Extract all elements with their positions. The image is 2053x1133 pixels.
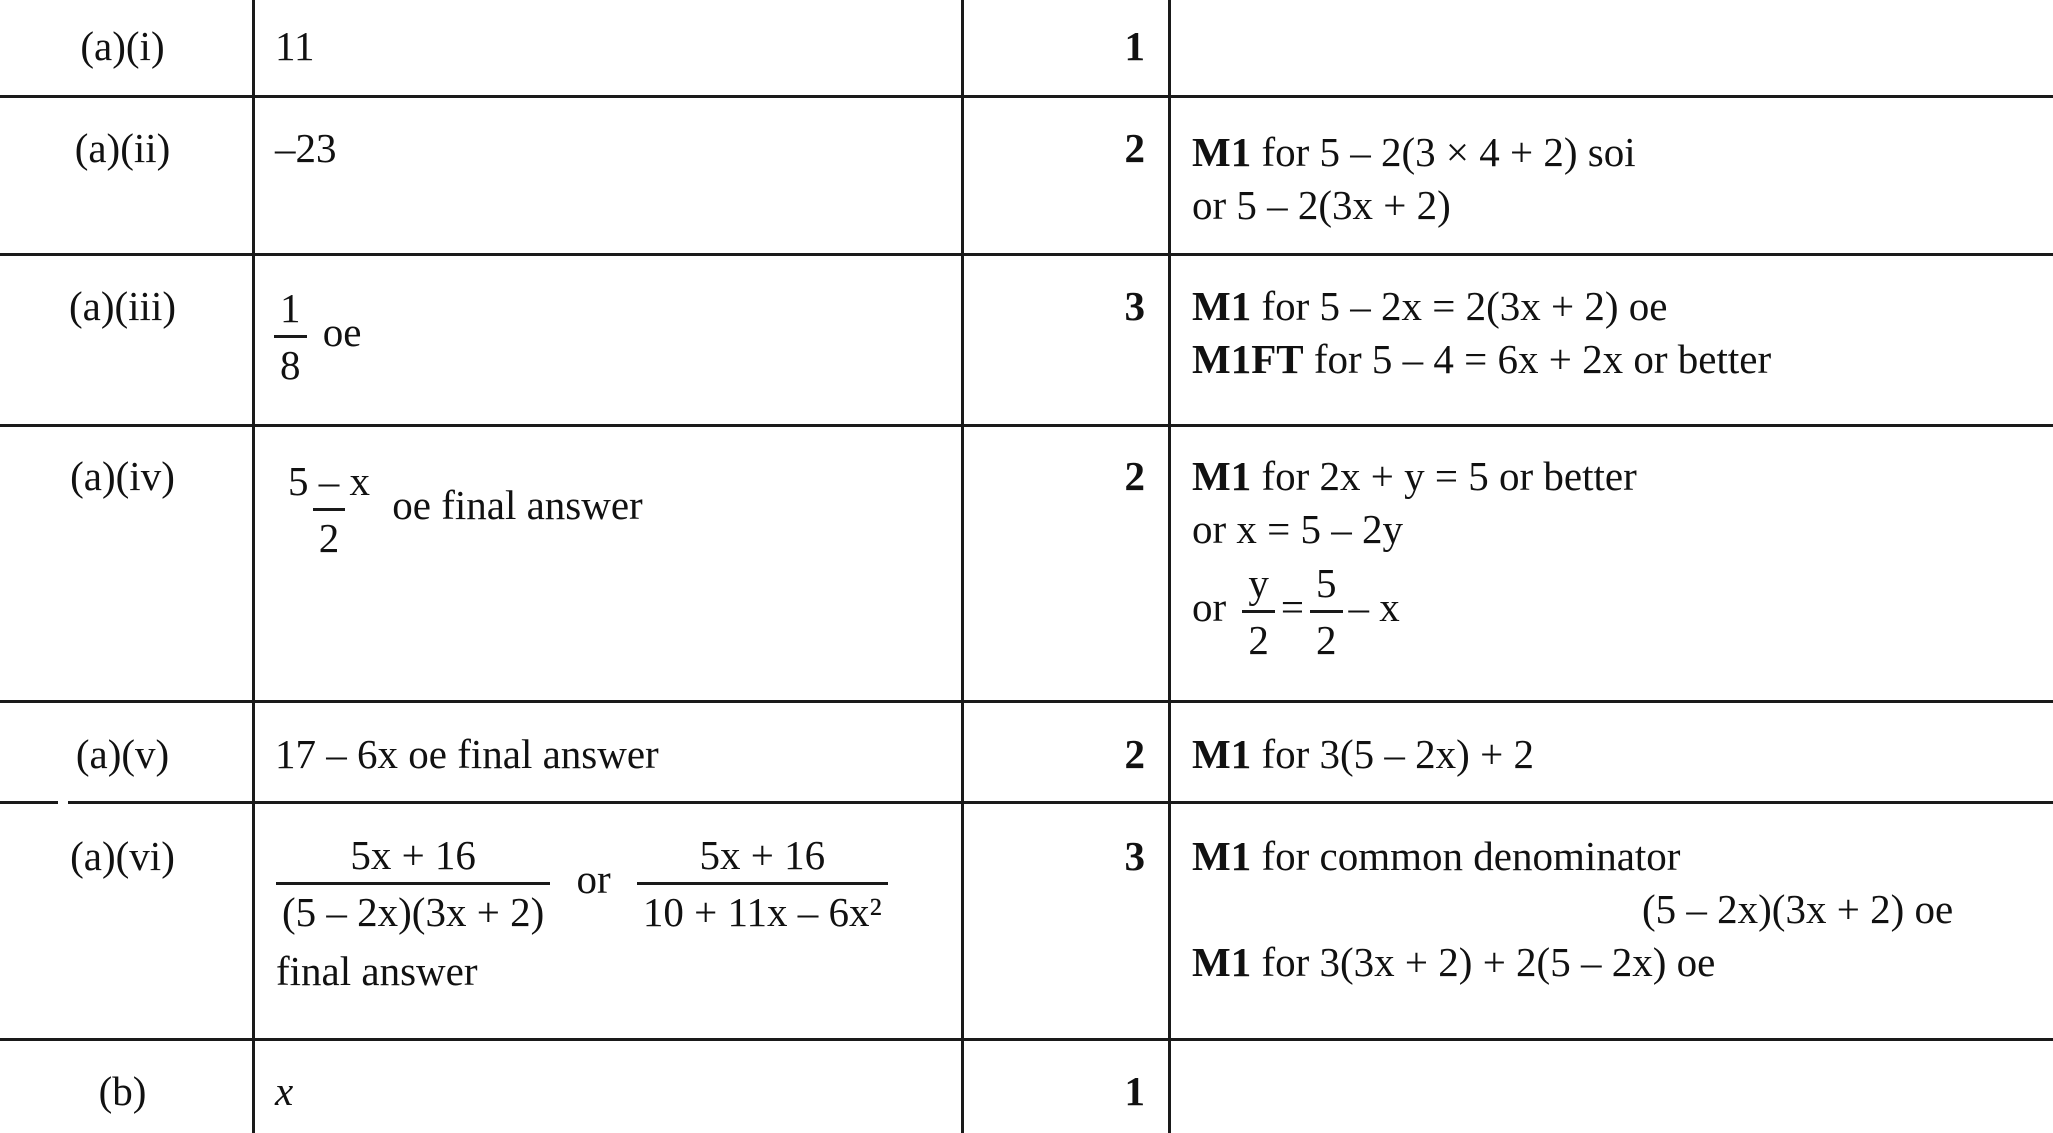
mark: 1 [1124,1068,1145,1114]
answer-fraction: $\frac{5x + 16}{\text{10 + 11x – 6x²}}$ [637,832,888,935]
guidance-line: M1 for 5 – 2(3 × 4 + 2) soi [1192,129,1636,175]
mark: 3 [1124,283,1145,329]
row-divider [0,700,2053,703]
guidance [1192,728,1534,781]
answer: $\frac{5x + 16}{(5 - 2x)(3x + 2)}$ or $\frac{5x + 16}{\text{10 + 11x – 6x²}}$ final answer [276,832,894,998]
row-divider [0,801,2053,804]
answer: 11 [275,23,315,69]
answer-fraction: $\frac{5x + 16}{(5 - 2x)(3x + 2)}$ [276,832,550,935]
mark: 2 [1124,731,1145,777]
guidance-line: M1 for 3(3x + 2) + 2(5 – 2x) oe [1192,939,1716,985]
question-id: (a)(v) [75,731,170,777]
guidance-line: M1 for 5 – 2x = 2(3x + 2) oe [1192,283,1668,329]
equation-fraction: $\frac{y}{2}$ [1242,560,1275,663]
guidance-line: M1 for 2x + y = 5 or better [1192,453,1637,499]
mark: 3 [1124,833,1145,879]
guidance [1192,280,1771,386]
answer-fraction: $\frac{1}{8}$ [274,285,307,388]
row-divider [0,253,2053,256]
row-divider [0,424,2053,427]
row-divider [0,95,2053,98]
mark: 1 [1124,23,1145,69]
column-divider [252,0,255,1133]
question-id: (a)(vi) [70,833,175,879]
guidance-line: (5 – 2x)(3x + 2) oe [1642,886,1954,932]
answer: $\frac{5 - x}{2}$ oe final answer [276,458,643,561]
equation-fraction: $\frac{5}{2}$ [1310,560,1343,663]
guidance-line: or 5 – 2(3x + 2) [1192,182,1451,228]
row-divider [0,1038,2053,1041]
guidance-line: M1FT for 5 – 4 = 6x + 2x or better [1192,336,1772,382]
guidance-line: M1 for common denominator [1192,833,1681,879]
question-id: (a)(iii) [69,283,176,329]
question-id: (b) [98,1068,147,1114]
question-id: (a)(i) [80,23,165,69]
mark: 2 [1124,125,1145,171]
answer: x [275,1068,294,1114]
guidance [1192,450,1637,663]
mark: 2 [1124,453,1145,499]
question-id: (a)(ii) [74,125,171,171]
guidance-equation: or $\frac{y}{2}$ = $\frac{5}{2}$ – x [1192,560,1400,663]
column-divider [961,0,964,1133]
answer: $\frac{1}{8}$ oe [268,285,361,388]
guidance-line: M1 for 3(5 – 2x) + 2 [1192,731,1534,777]
guidance-line: or x = 5 – 2y [1192,506,1404,552]
guidance [1192,126,1636,232]
guidance [1192,830,1953,989]
column-divider [1168,0,1171,1133]
rule-gap [58,800,68,805]
question-id: (a)(iv) [70,453,175,499]
answer-fraction: $\frac{5 - x}{2}$ [288,458,370,561]
answer: 17 – 6x oe final answer [275,731,659,777]
answer: –23 [275,125,337,171]
